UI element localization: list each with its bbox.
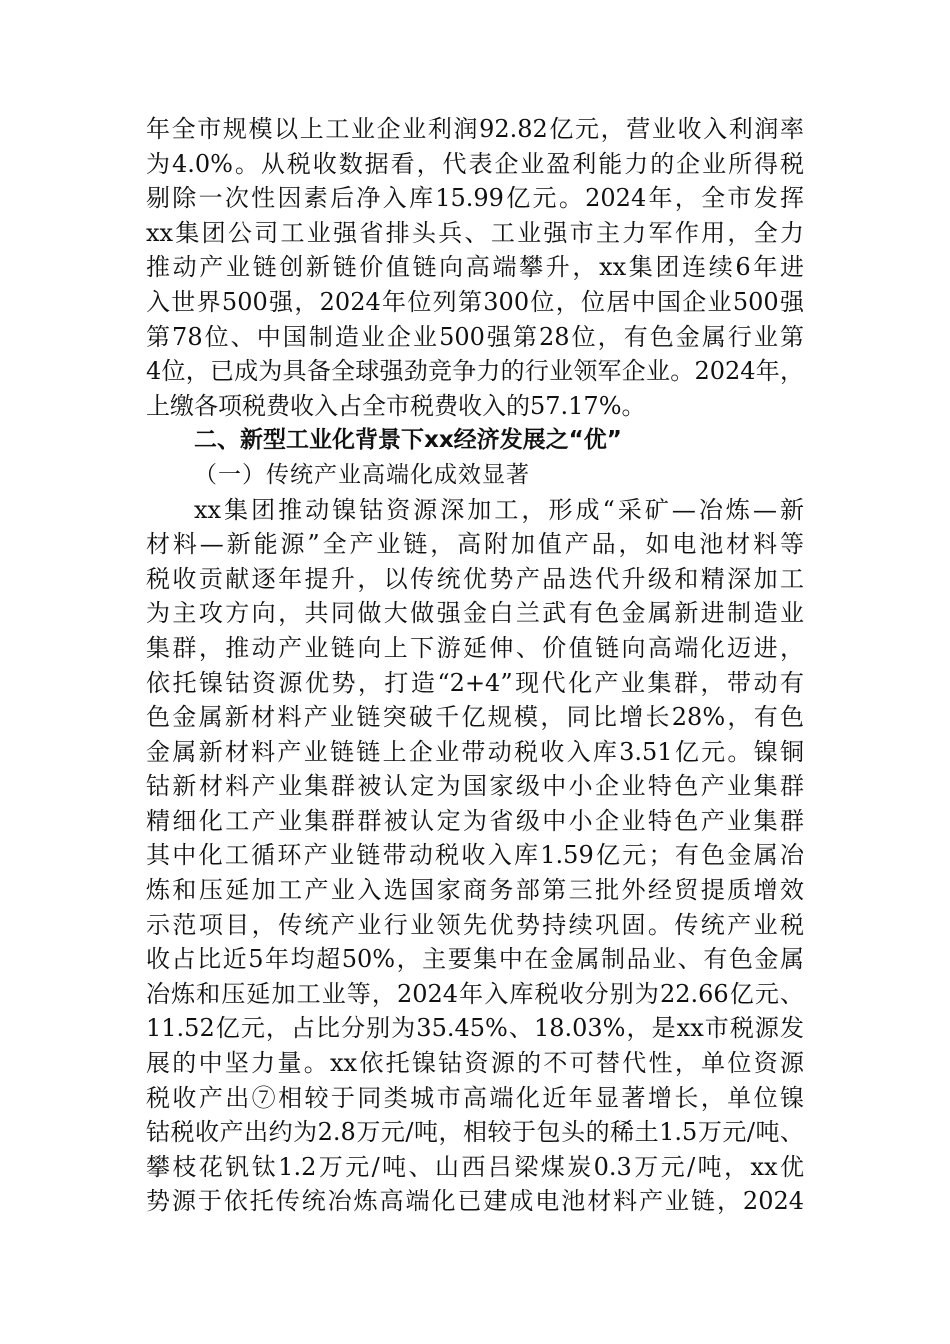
text-line: 势源于依托传统冶炼高端化已建成电池材料产业链，2024 xyxy=(146,1187,804,1216)
text-line: 色金属新材料产业链突破千亿规模，同比增长28%，有色 xyxy=(146,703,804,732)
text-line: 税收贡献逐年提升，以传统优势产品迭代升级和精深加工 xyxy=(146,564,804,593)
text-line: 4位，已成为具备全球强劲竞争力的行业领军企业。2024年， xyxy=(146,357,804,386)
text-line: 收占比近5年均超50%，主要集中在金属制品业、有色金属 xyxy=(146,945,804,974)
text-line: 钴新材料产业集群被认定为国家级中小企业特色产业集群 xyxy=(146,772,804,801)
text-line: 展的中坚力量。xx依托镍钴资源的不可替代性，单位资源 xyxy=(146,1049,804,1078)
text-line: 税收产出⑦相较于同类城市高端化近年显著增长，单位镍 xyxy=(146,1083,804,1112)
text-line: 依托镍钴资源优势，打造“2+4”现代化产业集群，带动有 xyxy=(146,668,804,697)
text-line: 材料—新能源”全产业链，高附加值产品，如电池材料等 xyxy=(146,530,804,559)
text-line: 11.52亿元，占比分别为35.45%、18.03%，是xx市税源发 xyxy=(146,1014,804,1043)
text-line: 集群，推动产业链向上下游延伸、价值链向高端化迈进， xyxy=(146,633,804,662)
document-page xyxy=(146,112,804,1219)
section-heading: 二、新型工业化背景下xx经济发展之“优” xyxy=(194,427,622,454)
text-line: xx集团推动镍钴资源深加工，形成“采矿—冶炼—新 xyxy=(194,495,804,524)
text-line: 年全市规模以上工业企业利润92.82亿元，营业收入利润率 xyxy=(146,115,804,143)
paragraph-profits xyxy=(146,112,804,423)
text-line: 推动产业链创新链价值链向高端攀升，xx集团连续6年进 xyxy=(146,253,804,282)
text-line: 金属新材料产业链链上企业带动税收入库3.51亿元。镍铜 xyxy=(146,737,804,766)
text-line: 精细化工产业集群群被认定为省级中小企业特色产业集群 xyxy=(146,806,804,835)
text-line: xx集团公司工业强省排头兵、工业强市主力军作用，全力 xyxy=(146,218,804,247)
paragraph-traditional-industry xyxy=(146,493,804,1219)
text-line: 第78位、中国制造业企业500强第28位，有色金属行业第 xyxy=(146,322,804,351)
text-line: 为4.0%。从税收数据看，代表企业盈利能力的企业所得税 xyxy=(146,149,804,178)
text-line: 上缴各项税费收入占全市税费收入的57.17%。 xyxy=(146,391,646,420)
subsection-heading: （一）传统产业高端化成效显著 xyxy=(194,461,530,488)
text-line: 攀枝花钒钛1.2万元/吨、山西吕梁煤炭0.3万元/吨，xx优 xyxy=(146,1152,804,1181)
text-line: 示范项目，传统产业行业领先优势持续巩固。传统产业税 xyxy=(146,910,804,939)
text-line: 剔除一次性因素后净入库15.99亿元。2024年，全市发挥 xyxy=(146,184,804,213)
text-line: 冶炼和压延加工业等，2024年入库税收分别为22.66亿元、 xyxy=(146,979,804,1008)
text-line: 其中化工循环产业链带动税收入库1.59亿元；有色金属冶 xyxy=(146,841,804,870)
text-line: 钴税收产出约为2.8万元/吨，相较于包头的稀土1.5万元/吨、 xyxy=(146,1118,804,1147)
text-line: 炼和压延加工产业入选国家商务部第三批外经贸提质增效 xyxy=(146,876,804,905)
text-line: 为主攻方向，共同做大做强金白兰武有色金属新进制造业 xyxy=(146,599,804,628)
text-line: 入世界500强，2024年位列第300位，位居中国企业500强 xyxy=(146,287,804,316)
